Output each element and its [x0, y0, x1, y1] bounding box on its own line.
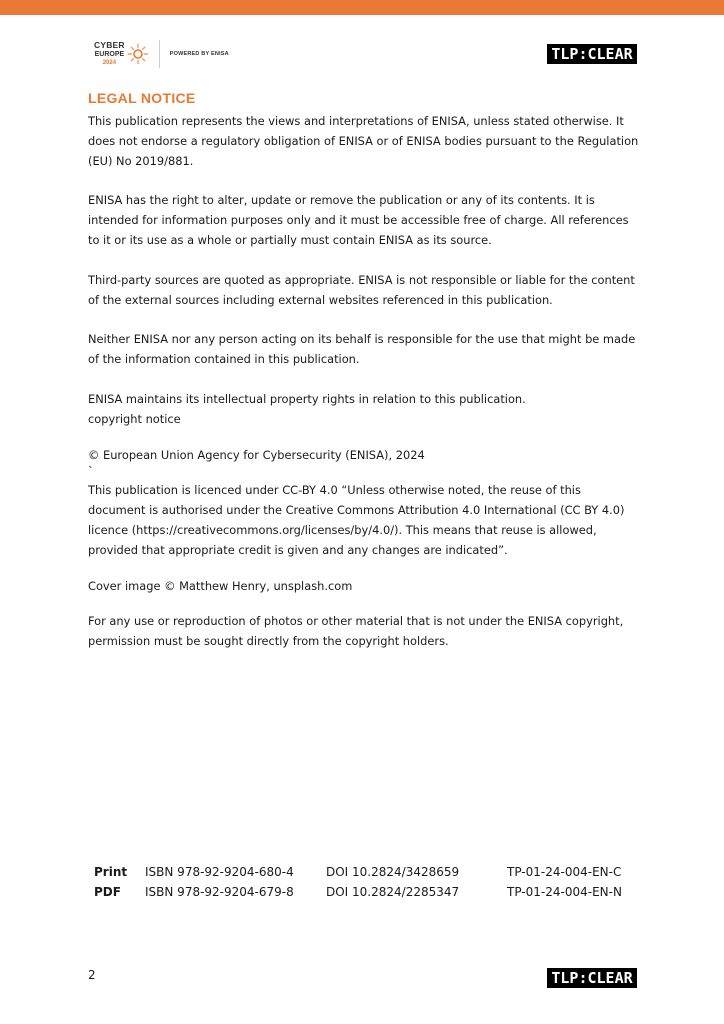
publication-info-table	[94, 862, 647, 902]
legal-notice-heading: LEGAL NOTICE	[88, 90, 196, 106]
publication-info-row-print	[94, 862, 647, 882]
legal-notice-body	[88, 112, 640, 652]
top-accent-bar	[0, 0, 724, 15]
legal-paragraph: ENISA has the right to alter, update or remove the publication or any of its contents. It is intended for information purposes only and it must be accessible free of charge. All references to it or its use as a whole or partially must contain ENISA as its source.	[88, 193, 629, 247]
legal-paragraph: This publication represents the views and interpretations of ENISA, unless stated otherwise. It does not endorse a regulatory obligation of ENISA or of ENISA bodies pursuant to the Regulation (EU) No 2019/881.	[88, 114, 639, 168]
catalogue-number: TP-01-24-004-EN-C	[507, 865, 622, 879]
powered-by-label: POWERED BY ENISA	[169, 51, 229, 57]
tlp-badge-top: TLP:CLEAR	[547, 44, 637, 64]
logo-wordmark	[94, 41, 125, 68]
legal-paragraph: ENISA maintains its intellectual property rights in relation to this publication.	[88, 391, 526, 406]
doi: DOI 10.2824/3428659	[326, 865, 460, 879]
reproduction-paragraph: For any use or reproduction of photos or other material that is not under the ENISA copyright, permission must be sought directly from the copyright holders.	[88, 614, 624, 649]
isbn: ISBN 978-92-9204-680-4	[145, 865, 294, 879]
publication-info-row-pdf	[94, 882, 647, 902]
legal-paragraph: Neither ENISA nor any person acting on its behalf is responsible for the use that might be made of the information contained in this publication.	[88, 332, 636, 367]
cover-image-credit: Cover image © Matthew Henry, unsplash.com	[88, 578, 353, 593]
format-label: PDF	[94, 885, 121, 899]
logo-divider	[159, 40, 160, 68]
catalogue-number: TP-01-24-004-EN-N	[507, 885, 622, 899]
doi: DOI 10.2824/2285347	[326, 885, 460, 899]
legal-paragraph: Third-party sources are quoted as appropriate. ENISA is not responsible or liable for the content of the external sources including external websites referenced in this publication.	[88, 272, 635, 307]
copyright-line: © European Union Agency for Cybersecurity (ENISA), 2024	[88, 447, 425, 462]
logo-line-3: 2024	[102, 59, 117, 66]
isbn: ISBN 978-92-9204-679-8	[145, 885, 294, 899]
page-number: 2	[88, 968, 96, 982]
copyright-label: copyright notice	[88, 411, 181, 426]
logo-line-2: EUROPE	[94, 50, 125, 58]
cyber-europe-logo	[94, 38, 229, 70]
licence-paragraph: This publication is licenced under CC-BY 4.0 “Unless otherwise noted, the reuse of this document is authorised under the Creative Commons Attribution 4.0 International (CC BY 4.0) licence (https://creativecommons.org/licenses/by/4.0/). This means that reuse is allowed, provided that appropriate credit is given and any changes are indicated”.	[88, 483, 625, 557]
format-label: Print	[94, 865, 128, 879]
stray-mark: `	[88, 464, 94, 479]
sun-emblem-icon	[127, 43, 149, 65]
logo-line-1: CYBER	[94, 39, 125, 50]
tlp-badge-bottom: TLP:CLEAR	[547, 968, 637, 988]
